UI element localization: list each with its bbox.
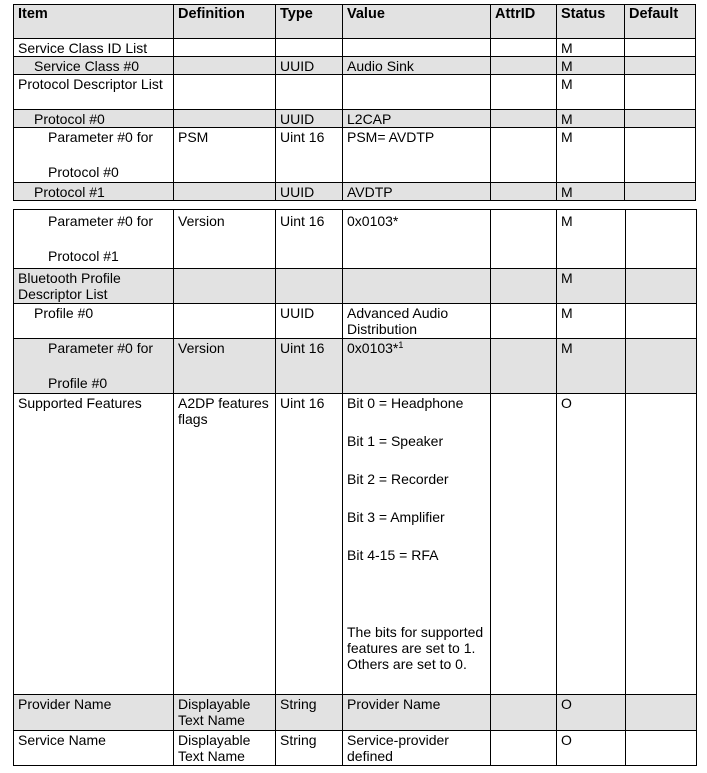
item-cell: Profile #0 (14, 304, 174, 339)
default-cell (625, 110, 696, 128)
table-row (14, 394, 697, 695)
definition-cell: Displayable Text Name (174, 731, 276, 766)
value-cell (343, 39, 491, 57)
definition-cell: Displayable Text Name (174, 695, 276, 731)
feature-bit: Bit 0 = Headphone (347, 395, 464, 411)
value-cell: 0x0103* (343, 210, 491, 269)
item-cell: Service Name (14, 731, 174, 766)
table-row (14, 128, 696, 183)
feature-bit: Bit 3 = Amplifier (347, 509, 445, 525)
definition-cell (174, 57, 276, 75)
type-cell: Uint 16 (276, 339, 343, 394)
item-cell: Service Class ID List (14, 39, 174, 57)
sdp-record-table-part1 (13, 4, 696, 201)
item-line: Parameter #0 for (48, 129, 154, 145)
attrid-cell (491, 394, 557, 695)
feature-note: The bits for supported features are set to 1. Others are set to 0. (347, 624, 484, 672)
table-row (14, 183, 696, 201)
status-cell: M (557, 183, 625, 201)
item-cell: Supported Features (14, 394, 174, 695)
type-cell: Uint 16 (276, 128, 343, 183)
item-cell: Protocol #1 (14, 183, 174, 201)
value-cell: AVDTP (343, 183, 491, 201)
status-cell: M (557, 75, 625, 110)
attrid-cell (491, 183, 557, 201)
header-definition: Definition (174, 5, 276, 39)
type-cell: UUID (276, 183, 343, 201)
table-row (14, 339, 697, 394)
type-cell: String (276, 731, 343, 766)
status-cell: M (557, 304, 626, 339)
status-cell: M (557, 339, 626, 394)
definition-cell (174, 39, 276, 57)
item-cell: Bluetooth Profile Descriptor List (14, 269, 174, 304)
value-cell: Service-provider defined (343, 731, 491, 766)
status-cell: M (557, 39, 625, 57)
footnote-marker: 1 (398, 340, 404, 350)
definition-cell: PSM (174, 128, 276, 183)
value-cell (343, 394, 491, 695)
value-cell: PSM= AVDTP (343, 128, 491, 183)
definition-cell (174, 110, 276, 128)
feature-bit: Bit 2 = Recorder (347, 471, 449, 487)
default-cell (625, 57, 696, 75)
type-cell: UUID (276, 110, 343, 128)
value-cell (343, 75, 491, 110)
item-cell: Service Class #0 (14, 57, 174, 75)
default-cell (626, 394, 697, 695)
item-cell: Protocol Descriptor List (14, 75, 174, 110)
table-row (14, 75, 696, 110)
value-cell: Provider Name (343, 695, 491, 731)
attrid-cell (491, 269, 557, 304)
header-type: Type (276, 5, 343, 39)
attrid-cell (491, 128, 557, 183)
default-cell (626, 210, 697, 269)
default-cell (625, 39, 696, 57)
type-cell: Uint 16 (276, 210, 343, 269)
definition-cell (174, 304, 276, 339)
feature-bit: Bit 1 = Speaker (347, 433, 444, 449)
attrid-cell (491, 695, 557, 731)
attrid-cell (491, 39, 557, 57)
item-line: Parameter #0 for (48, 340, 154, 356)
definition-cell: A2DP features flags (174, 394, 276, 695)
item-cell: Protocol #0 (14, 110, 174, 128)
item-cell (14, 339, 174, 394)
default-cell (626, 731, 697, 766)
attrid-cell (491, 75, 557, 110)
attrid-cell (491, 57, 557, 75)
header-row (14, 5, 696, 39)
definition-cell (174, 75, 276, 110)
table-row (14, 39, 696, 57)
default-cell (625, 128, 696, 183)
type-cell: String (276, 695, 343, 731)
status-cell: O (557, 695, 626, 731)
default-cell (625, 75, 696, 110)
table-row (14, 57, 696, 75)
type-cell: Uint 16 (276, 394, 343, 695)
item-cell: Provider Name (14, 695, 174, 731)
header-default: Default (625, 5, 696, 39)
header-value: Value (343, 5, 491, 39)
feature-bit: Bit 4-15 = RFA (347, 547, 439, 563)
header-status: Status (557, 5, 625, 39)
type-cell: UUID (276, 304, 343, 339)
item-cell (14, 210, 174, 269)
item-line: Parameter #0 for (48, 213, 154, 229)
status-cell: O (557, 731, 626, 766)
definition-cell (174, 183, 276, 201)
item-line: Protocol #0 (48, 164, 119, 180)
table-row (14, 731, 697, 766)
definition-cell: Version (174, 339, 276, 394)
type-cell (276, 269, 343, 304)
type-cell (276, 39, 343, 57)
default-cell (626, 339, 697, 394)
header-item: Item (14, 5, 174, 39)
type-cell (276, 75, 343, 110)
status-cell: O (557, 394, 626, 695)
value-cell: L2CAP (343, 110, 491, 128)
value-cell: Advanced Audio Distribution (343, 304, 491, 339)
sdp-record-table-part2 (13, 209, 697, 766)
status-cell: M (557, 269, 626, 304)
value-cell: Audio Sink (343, 57, 491, 75)
type-cell: UUID (276, 57, 343, 75)
default-cell (626, 695, 697, 731)
definition-cell: Version (174, 210, 276, 269)
item-line: Profile #0 (48, 375, 108, 391)
value-cell (343, 339, 491, 394)
attrid-cell (491, 110, 557, 128)
attrid-cell (491, 210, 557, 269)
table-row (14, 695, 697, 731)
attrid-cell (491, 339, 557, 394)
status-cell: M (557, 110, 625, 128)
attrid-cell (491, 304, 557, 339)
table-row (14, 210, 697, 269)
attrid-cell (491, 731, 557, 766)
item-line: Protocol #1 (48, 248, 119, 264)
default-cell (626, 304, 697, 339)
version-value: 0x0103* (347, 340, 399, 356)
status-cell: M (557, 210, 626, 269)
definition-cell (174, 269, 276, 304)
default-cell (626, 269, 697, 304)
header-attrid: AttrID (491, 5, 557, 39)
status-cell: M (557, 128, 625, 183)
table-row (14, 269, 697, 304)
table-row (14, 304, 697, 339)
status-cell: M (557, 57, 625, 75)
item-cell (14, 128, 174, 183)
table-row (14, 110, 696, 128)
value-cell (343, 269, 491, 304)
default-cell (625, 183, 696, 201)
